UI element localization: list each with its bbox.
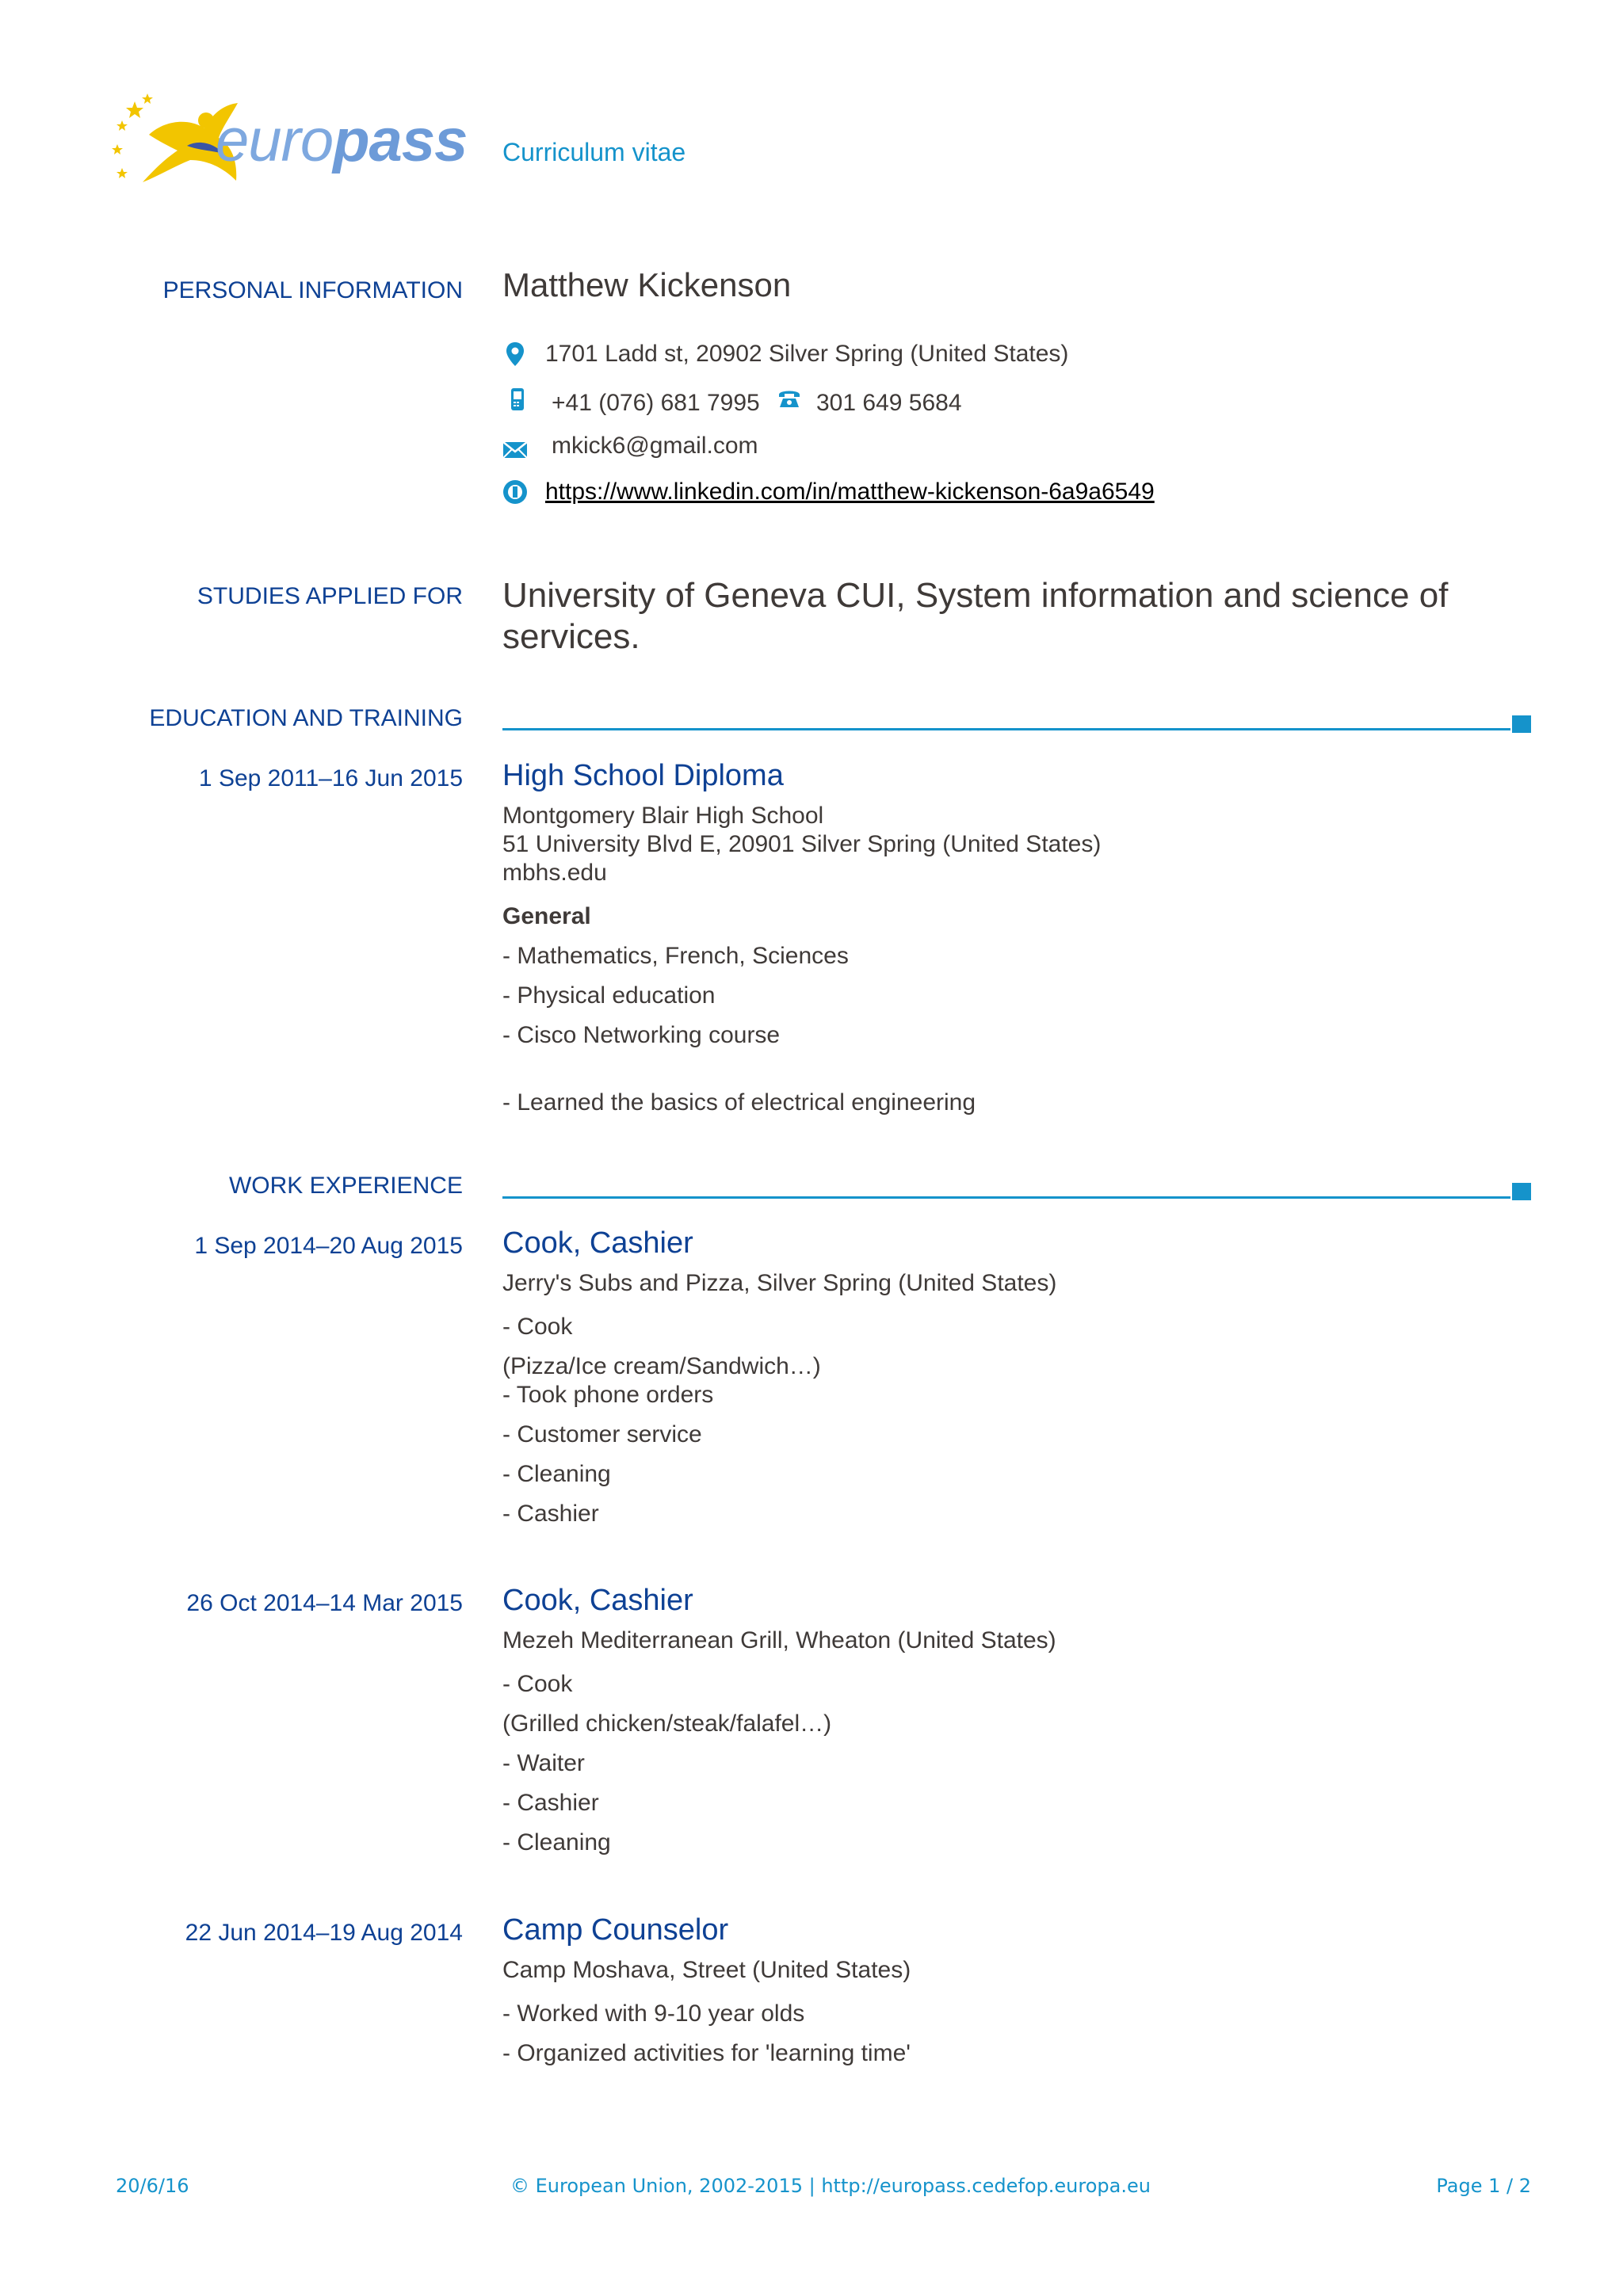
landline-number: 301 649 5684 xyxy=(816,390,962,416)
list-item: - Customer service xyxy=(502,1421,702,1447)
section-label-personal: PERSONAL INFORMATION xyxy=(162,277,463,303)
work-org: Camp Moshava, Street (United States) xyxy=(502,1957,911,1983)
website-globe-icon xyxy=(502,479,528,505)
page-number: Page 1 / 2 xyxy=(1436,2175,1531,2197)
list-item: - Waiter xyxy=(502,1750,585,1776)
email-address[interactable]: mkick6@gmail.com xyxy=(552,433,758,459)
list-item: - Cook xyxy=(502,1671,573,1697)
europass-logo xyxy=(111,87,475,206)
work-title: Cook, Cashier xyxy=(502,1226,693,1260)
list-item: - Organized activities for 'learning time' xyxy=(502,2040,911,2066)
location-pin-icon xyxy=(502,341,528,368)
work-title: Cook, Cashier xyxy=(502,1584,693,1617)
list-item: - Learned the basics of electrical engineering xyxy=(502,1089,976,1116)
work-org: Jerry's Subs and Pizza, Silver Spring (United States) xyxy=(502,1270,1057,1296)
section-divider-marker xyxy=(1512,715,1531,733)
europass-wordmark xyxy=(216,107,468,174)
list-item: - Mathematics, French, Sciences xyxy=(502,943,849,969)
section-divider-marker xyxy=(1512,1183,1531,1200)
education-title: High School Diploma xyxy=(502,759,784,792)
list-item: - Cleaning xyxy=(502,1461,611,1487)
work-org: Mezeh Mediterranean Grill, Wheaton (United States) xyxy=(502,1627,1056,1653)
education-org: Montgomery Blair High School xyxy=(502,803,824,829)
telephone-icon xyxy=(777,385,802,412)
list-item: (Pizza/Ice cream/Sandwich…) xyxy=(502,1353,821,1379)
work-dates: 22 Jun 2014–19 Aug 2014 xyxy=(185,1920,463,1946)
list-item: - Worked with 9-10 year olds xyxy=(502,2000,805,2027)
education-subhead: General xyxy=(502,903,591,929)
footer-date: 20/6/16 xyxy=(116,2175,189,2197)
work-dates: 1 Sep 2014–20 Aug 2015 xyxy=(194,1233,463,1259)
section-divider xyxy=(502,1196,1510,1199)
work-dates: 26 Oct 2014–14 Mar 2015 xyxy=(186,1590,463,1616)
mobile-number: +41 (076) 681 7995 xyxy=(552,390,760,416)
section-label-work: WORK EXPERIENCE xyxy=(228,1173,463,1199)
list-item: - Cashier xyxy=(502,1501,599,1527)
list-item: - Physical education xyxy=(502,982,716,1009)
list-item: (Grilled chicken/steak/falafel…) xyxy=(502,1711,832,1737)
studies-applied-for: University of Geneva CUI, System information and science of services. xyxy=(502,576,1449,656)
person-name: Matthew Kickenson xyxy=(502,266,792,303)
list-item: - Cleaning xyxy=(502,1829,611,1855)
list-item: - Cisco Networking course xyxy=(502,1022,781,1048)
website-link[interactable]: https://www.linkedin.com/in/matthew-kickenson-6a9a6549 xyxy=(545,479,1155,505)
envelope-icon xyxy=(502,436,528,463)
mobile-phone-icon xyxy=(506,387,531,414)
list-item: - Cashier xyxy=(502,1790,599,1816)
list-item: - Took phone orders xyxy=(502,1382,714,1408)
section-label-education: EDUCATION AND TRAINING xyxy=(149,705,463,731)
education-address: 51 University Blvd E, 20901 Silver Spring (United States) xyxy=(502,831,1102,857)
logo-text-light: euro xyxy=(216,107,334,174)
education-site: mbhs.edu xyxy=(502,860,607,886)
section-label-studies: STUDIES APPLIED FOR xyxy=(197,583,463,609)
document-title: Curriculum vitae xyxy=(502,138,686,166)
education-dates: 1 Sep 2011–16 Jun 2015 xyxy=(198,765,463,791)
work-title: Camp Counselor xyxy=(502,1913,729,1947)
address-text: 1701 Ladd st, 20902 Silver Spring (United States) xyxy=(545,341,1069,367)
list-item: - Cook xyxy=(502,1314,573,1340)
logo-text-bold: pass xyxy=(333,107,468,174)
section-divider xyxy=(502,728,1510,730)
footer-copyright: © European Union, 2002-2015 | http://europass.cedefop.europa.eu xyxy=(510,2175,1151,2197)
